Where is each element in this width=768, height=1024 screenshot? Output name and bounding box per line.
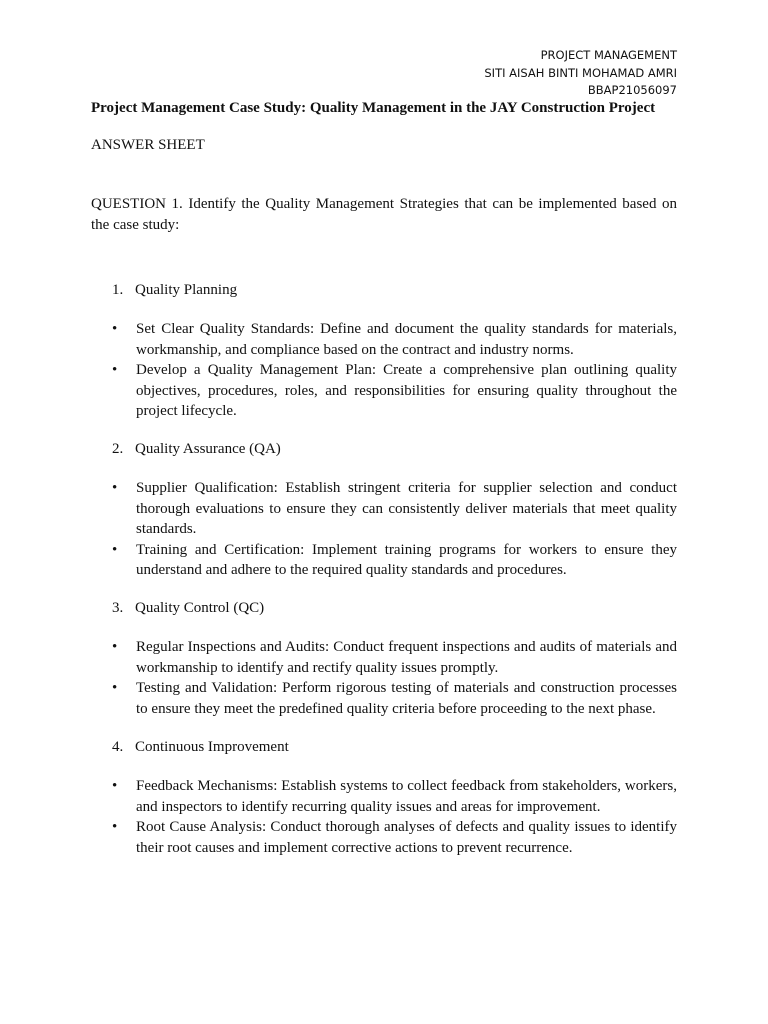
header-course: PROJECT MANAGEMENT xyxy=(540,48,677,62)
list-item xyxy=(112,360,677,422)
list-item xyxy=(112,776,677,817)
question-text: QUESTION 1. Identify the Quality Management Strategies that can be implemented based on the case study: xyxy=(91,196,677,233)
bullet-icon: • xyxy=(112,541,118,558)
list-item-text: Feedback Mechanisms: Establish systems to collect feedback from stakeholders, workers, and inspectors to identify recurring quality issues and areas for improvement. xyxy=(136,778,677,815)
list-item xyxy=(112,478,677,540)
header-author: SITI AISAH BINTI MOHAMAD AMRI xyxy=(484,65,677,80)
section-heading-1 xyxy=(112,280,237,300)
section-title: Quality Control (QC) xyxy=(135,600,265,616)
section-number: 4. xyxy=(112,739,124,755)
bullet-icon: • xyxy=(112,680,118,696)
list-item-text: Develop a Quality Management Plan: Create a comprehensive plan outlining quality objectives, procedures, roles, and responsibilities for ensuring quality throughout the project lifecycle. xyxy=(136,362,677,419)
section-number: 1. xyxy=(112,282,124,298)
list-item xyxy=(112,678,677,719)
section-title: Quality Assurance (QA) xyxy=(135,441,281,457)
list-item xyxy=(112,637,677,678)
list-item xyxy=(112,540,677,581)
bullet-icon: • xyxy=(112,362,118,378)
section-title: Continuous Improvement xyxy=(135,739,289,755)
section-4-bullets xyxy=(112,776,677,858)
list-item-text: Testing and Validation: Perform rigorous testing of materials and construction processes to ensure they meet the predefined quality criteria before proceeding to the next phase. xyxy=(136,680,677,717)
bullet-icon: • xyxy=(112,321,118,337)
page-header xyxy=(484,47,677,100)
section-number: 2. xyxy=(112,441,124,457)
bullet-icon: • xyxy=(112,778,118,794)
list-item xyxy=(112,817,677,858)
list-item xyxy=(112,319,677,360)
section-3-bullets xyxy=(112,637,677,719)
section-title: Quality Planning xyxy=(135,282,238,298)
section-heading-3 xyxy=(112,598,264,618)
bullet-icon: • xyxy=(112,480,118,496)
section-heading-4 xyxy=(112,737,289,757)
section-1-bullets xyxy=(112,319,677,422)
list-item-text: Supplier Qualification: Establish stringent criteria for supplier selection and conduct thorough evaluations to ensure they can consistently deliver materials that meet quality standards. xyxy=(136,480,677,537)
document-title: Project Management Case Study: Quality Management in the JAY Construction Project xyxy=(91,100,656,116)
bullet-icon: • xyxy=(112,819,118,835)
section-heading-2 xyxy=(112,439,281,459)
bullet-icon: • xyxy=(112,639,118,655)
answer-sheet-label: ANSWER SHEET xyxy=(91,137,205,153)
list-item-text: Regular Inspections and Audits: Conduct frequent inspections and audits of materials and workmanship to identify and rectify quality issues promptly. xyxy=(136,639,677,676)
list-item-text: Set Clear Quality Standards: Define and document the quality standards for materials, workmanship, and compliance based on the contract and industry norms. xyxy=(136,321,677,358)
section-number: 3. xyxy=(112,600,124,616)
section-2-bullets xyxy=(112,478,677,581)
list-item-text: Training and Certification: Implement training programs for workers to ensure they understand and adhere to the required quality standards and procedures. xyxy=(136,541,677,578)
list-item-text: Root Cause Analysis: Conduct thorough analyses of defects and quality issues to identify their root causes and implement corrective actions to prevent recurrence. xyxy=(136,819,677,856)
header-student-id: BBAP21056097 xyxy=(587,83,677,97)
